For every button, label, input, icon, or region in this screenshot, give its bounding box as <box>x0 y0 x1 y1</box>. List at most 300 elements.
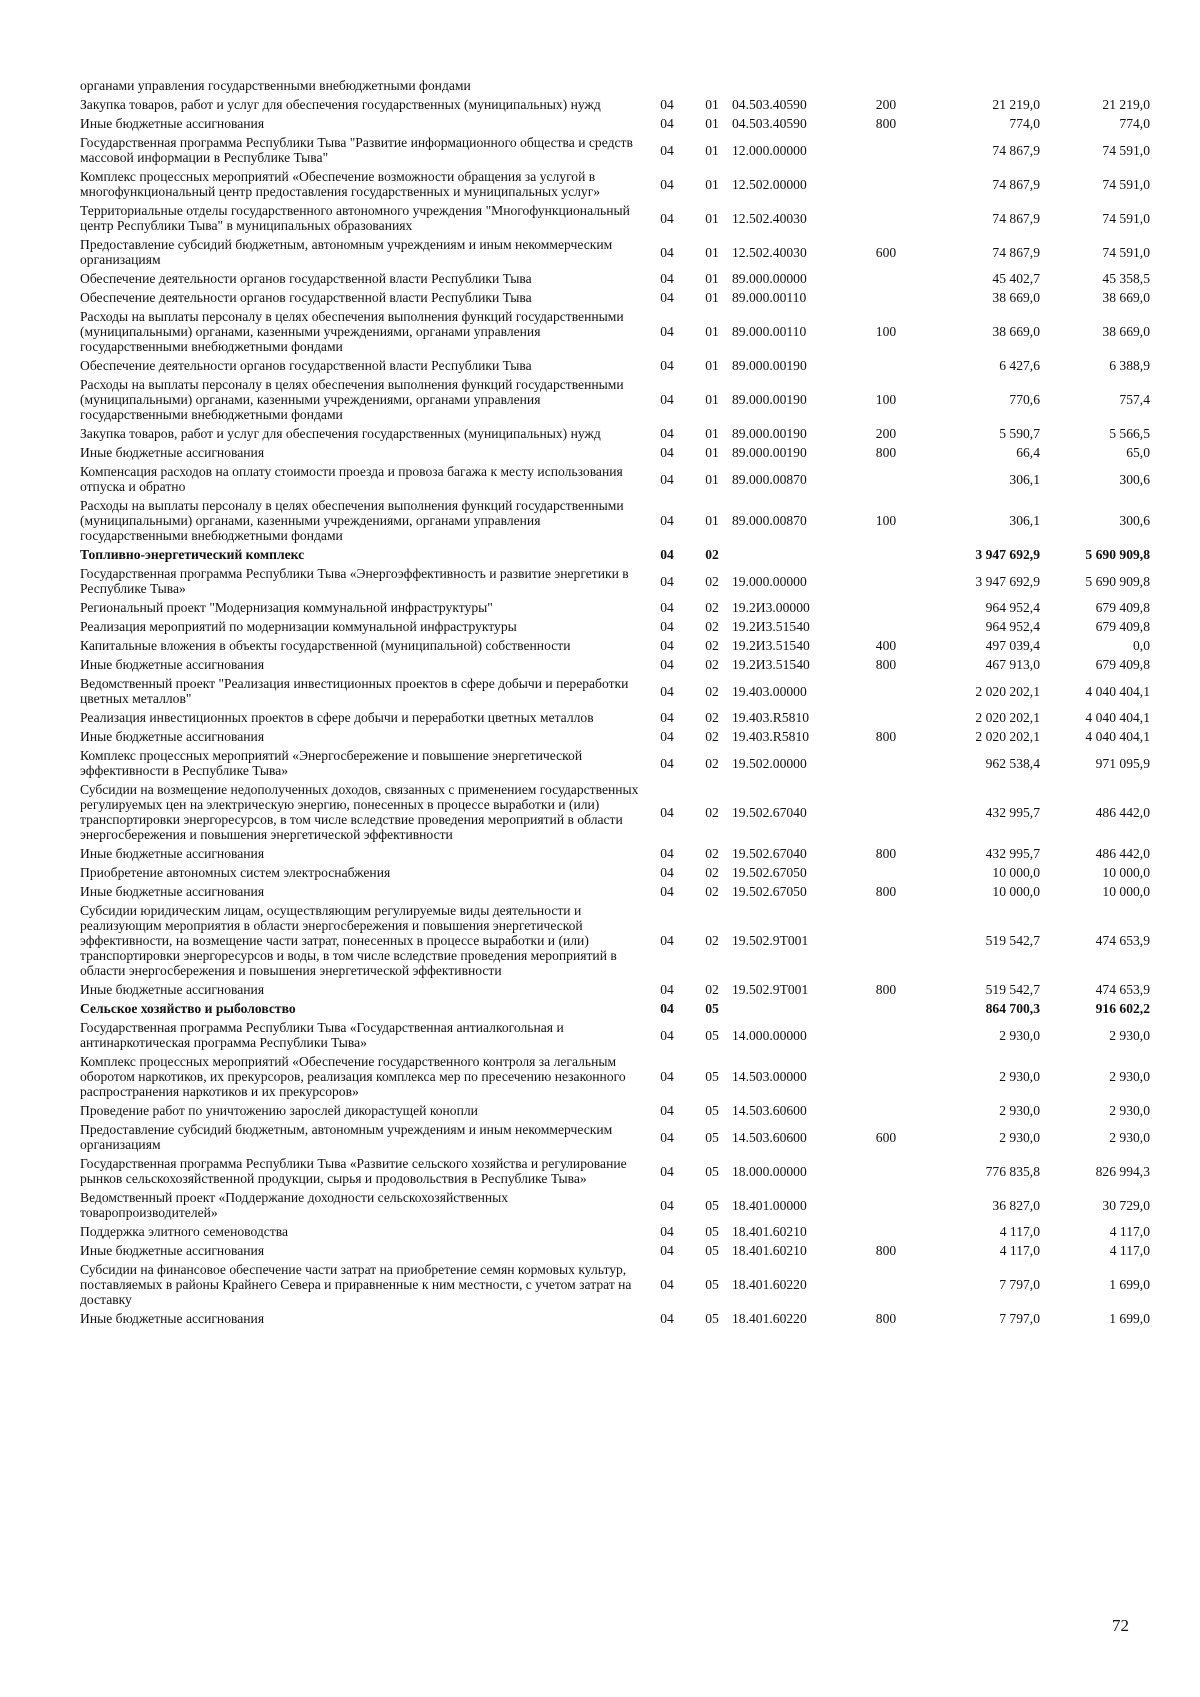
row-amount-year-1: 497 039,4 <box>985 638 1040 653</box>
row-section-code: 04 <box>660 1027 674 1043</box>
table-row <box>80 201 1150 235</box>
row-expense-type-code <box>850 617 922 636</box>
budget-document <box>80 76 1150 1328</box>
row-subsection-code: 02 <box>705 865 719 880</box>
table-row <box>80 1260 1150 1309</box>
row-subsection-code: 01 <box>705 471 719 487</box>
row-subsection-code: 05 <box>705 1197 719 1213</box>
row-amount-year-2: 10 000,0 <box>1102 884 1150 899</box>
row-name: Территориальные отделы государственного автономного учреждения "Многофункциональный центр Республики Тыва" в муниципальных образованиях <box>80 203 630 233</box>
row-name: Комплекс процессных мероприятий «Энергосбережение и повышение энергетической эффективности в Республике Тыва» <box>80 748 583 778</box>
row-section-code: 04 <box>660 600 674 615</box>
row-target-article-code: 04.503.40590 <box>732 97 807 112</box>
row-expense-type-code <box>850 598 922 617</box>
row-name: Топливно-энергетический комплекс <box>80 547 305 562</box>
row-target-article-code <box>732 545 850 564</box>
row-target-article-code: 12.502.40030 <box>732 210 807 226</box>
row-target-article-code: 19.502.67050 <box>732 884 807 899</box>
row-expense-type-code: 800 <box>875 445 897 460</box>
row-target-article-code: 18.401.00000 <box>732 1197 807 1213</box>
row-amount-year-2: 38 669,0 <box>1102 324 1150 339</box>
row-expense-type-code <box>850 1222 922 1241</box>
row-section-code: 04 <box>660 933 674 948</box>
table-row <box>80 443 1150 462</box>
row-name: Комплекс процессных мероприятий «Обеспечение государственного контроля за легальным оборотом наркотиков, их прекурсоров, реализация комплекса мер по пресечению незаконного распространения наркотиков и их прекурсоров» <box>80 1054 626 1099</box>
row-amount-year-2: 1 699,0 <box>1109 1311 1150 1326</box>
row-expense-type-code <box>850 999 922 1018</box>
row-expense-type-code <box>850 269 922 288</box>
row-amount-year-2: 971 095,9 <box>1095 755 1150 771</box>
row-expense-type-code <box>850 1018 922 1052</box>
row-expense-type-code: 800 <box>875 657 897 672</box>
row-subsection-code: 05 <box>705 1224 719 1239</box>
row-subsection-code: 02 <box>705 982 719 997</box>
table-row <box>80 617 1150 636</box>
row-subsection-code: 02 <box>705 547 719 562</box>
table-row <box>80 114 1150 133</box>
row-name: Иные бюджетные ассигнования <box>80 982 265 997</box>
row-name: Обеспечение деятельности органов государственной власти Республики Тыва <box>80 358 532 373</box>
row-section-code: 04 <box>660 210 674 226</box>
row-amount-year-2: 2 930,0 <box>1109 1129 1150 1145</box>
row-name: Предоставление субсидий бюджетным, автономным учреждениям и иным некоммерческим организациям <box>80 1122 613 1152</box>
row-section-code: 04 <box>660 619 674 634</box>
table-row <box>80 133 1150 167</box>
row-expense-type-code <box>850 76 922 95</box>
row-name: Поддержка элитного семеноводства <box>80 1224 289 1239</box>
row-amount-year-1: 432 995,7 <box>985 846 1040 861</box>
row-name: Иные бюджетные ассигнования <box>80 116 265 131</box>
row-amount-year-1: 21 219,0 <box>992 97 1040 112</box>
row-target-article-code: 19.502.67040 <box>732 804 807 820</box>
row-expense-type-code: 600 <box>875 244 897 260</box>
table-row <box>80 76 1150 95</box>
table-row <box>80 882 1150 901</box>
row-section-code: 04 <box>660 290 674 305</box>
row-target-article-code: 12.502.40030 <box>732 244 807 260</box>
row-section-code: 04 <box>660 392 674 407</box>
row-subsection-code: 05 <box>705 1103 719 1118</box>
row-subsection-code: 02 <box>705 657 719 672</box>
row-amount-year-1: 3 947 692,9 <box>975 573 1040 589</box>
row-expense-type-code <box>850 1188 922 1222</box>
row-target-article-code: 89.000.00870 <box>732 471 807 487</box>
row-subsection-code: 05 <box>705 1129 719 1145</box>
row-section-code: 04 <box>660 1197 674 1213</box>
row-amount-year-2: 757,4 <box>1119 392 1150 407</box>
row-subsection-code: 05 <box>705 1163 719 1179</box>
row-target-article-code: 89.000.00190 <box>732 392 807 407</box>
row-amount-year-1: 74 867,9 <box>992 210 1040 226</box>
row-expense-type-code: 800 <box>875 116 897 131</box>
row-amount-year-2: 679 409,8 <box>1095 619 1150 634</box>
row-amount-year-2: 5 690 909,8 <box>1085 547 1150 562</box>
row-name: Ведомственный проект "Реализация инвестиционных проектов в сфере добычи и переработки цветных металлов" <box>80 676 629 706</box>
row-amount-year-1: 432 995,7 <box>985 804 1040 820</box>
row-amount-year-2: 474 653,9 <box>1095 982 1150 997</box>
row-expense-type-code <box>850 780 922 844</box>
page-number: 72 <box>1112 1616 1129 1635</box>
budget-table <box>80 76 1150 1328</box>
row-amount-year-1: 964 952,4 <box>985 600 1040 615</box>
row-name: Иные бюджетные ассигнования <box>80 1243 265 1258</box>
row-name: Иные бюджетные ассигнования <box>80 729 265 744</box>
row-expense-type-code <box>850 674 922 708</box>
table-row <box>80 1052 1150 1101</box>
row-amount-year-1: 864 700,3 <box>985 1001 1040 1016</box>
row-target-article-code: 19.502.67040 <box>732 846 807 861</box>
row-amount-year-1: 45 402,7 <box>992 271 1040 286</box>
row-name: Субсидии юридическим лицам, осуществляющим регулируемые виды деятельности и реализующим мероприятия в области энергосбережения и повышения энергетической эффективности, на возмещение части затрат, понесенных в процессе выработки и (или) транспортировки энергоресурсов и воды, в том числе вследствие проведения мероприятий в области энергосбережения и повышения энергетической эффективности <box>80 903 617 978</box>
row-expense-type-code <box>850 167 922 201</box>
row-subsection-code: 01 <box>705 271 719 286</box>
row-name: Комплекс процессных мероприятий «Обеспечение возможности обращения за услугой в многофункциональный центр предоставления государственных и муниципальных услуг» <box>80 169 601 199</box>
row-target-article-code: 19.502.9Т001 <box>732 982 809 997</box>
row-name: Иные бюджетные ассигнования <box>80 846 265 861</box>
table-row <box>80 863 1150 882</box>
table-row <box>80 708 1150 727</box>
row-section-code: 04 <box>660 324 674 339</box>
table-row <box>80 307 1150 356</box>
table-row <box>80 95 1150 114</box>
row-subsection-code: 01 <box>705 142 719 158</box>
row-name: Иные бюджетные ассигнования <box>80 1311 265 1326</box>
row-amount-year-1: 776 835,8 <box>985 1163 1040 1179</box>
table-row <box>80 844 1150 863</box>
row-amount-year-1: 2 020 202,1 <box>975 710 1040 725</box>
row-amount-year-2: 4 040 404,1 <box>1085 729 1150 744</box>
table-row <box>80 167 1150 201</box>
row-name: Региональный проект "Модернизация коммунальной инфраструктуры" <box>80 600 493 615</box>
row-amount-year-2: 2 930,0 <box>1109 1069 1150 1084</box>
row-expense-type-code <box>850 201 922 235</box>
row-amount-year-1: 4 117,0 <box>999 1224 1040 1239</box>
row-subsection-code: 01 <box>705 392 719 407</box>
row-expense-type-code: 100 <box>875 324 897 339</box>
row-target-article-code: 89.000.00000 <box>732 271 807 286</box>
row-section-code: 04 <box>660 244 674 260</box>
row-subsection-code: 01 <box>705 116 719 131</box>
row-expense-type-code <box>850 1101 922 1120</box>
row-subsection-code: 01 <box>705 97 719 112</box>
row-expense-type-code: 800 <box>875 982 897 997</box>
table-row <box>80 564 1150 598</box>
row-section-code: 04 <box>660 729 674 744</box>
row-name: Предоставление субсидий бюджетным, автономным учреждениям и иным некоммерческим организациям <box>80 237 613 267</box>
row-amount-year-2: 2 930,0 <box>1109 1027 1150 1043</box>
row-section-code: 04 <box>660 1224 674 1239</box>
row-expense-type-code <box>850 288 922 307</box>
row-amount-year-2: 4 040 404,1 <box>1085 683 1150 699</box>
row-subsection-code: 05 <box>705 1069 719 1084</box>
row-expense-type-code: 200 <box>875 426 897 441</box>
row-amount-year-2: 774,0 <box>1119 116 1150 131</box>
row-expense-type-code <box>850 133 922 167</box>
row-section-code: 04 <box>660 445 674 460</box>
row-subsection-code: 02 <box>705 804 719 820</box>
row-section-code: 04 <box>660 755 674 771</box>
row-name: Расходы на выплаты персоналу в целях обеспечения выполнения функций государственными (муниципальными) органами, казенными учреждениями, органами управления государственными внебюджетными фондами <box>80 498 624 543</box>
row-section-code: 04 <box>660 846 674 861</box>
row-name: Субсидии на финансовое обеспечение части затрат на приобретение семян кормовых культур, поставляемых в районы Крайнего Севера и приравненные к ним местности, с учетом затрат на доставку <box>80 1262 632 1307</box>
row-name: Обеспечение деятельности органов государственной власти Республики Тыва <box>80 290 532 305</box>
row-name: Расходы на выплаты персоналу в целях обеспечения выполнения функций государственными (муниципальными) органами, казенными учреждениями, органами управления государственными внебюджетными фондами <box>80 309 624 354</box>
row-section-code: 04 <box>660 97 674 112</box>
row-amount-year-1: 36 827,0 <box>992 1197 1040 1213</box>
table-row <box>80 636 1150 655</box>
row-section-code: 04 <box>660 1069 674 1084</box>
row-name: органами управления государственными внебюджетными фондами <box>80 78 471 93</box>
row-target-article-code: 04.503.40590 <box>732 116 807 131</box>
row-target-article-code: 89.000.00190 <box>732 358 807 373</box>
row-section-code: 04 <box>660 657 674 672</box>
row-amount-year-2: 4 117,0 <box>1109 1243 1150 1258</box>
table-row <box>80 1018 1150 1052</box>
row-amount-year-2: 5 690 909,8 <box>1085 573 1150 589</box>
row-section-code: 04 <box>660 884 674 899</box>
row-amount-year-1: 38 669,0 <box>992 324 1040 339</box>
row-amount-year-2: 486 442,0 <box>1095 804 1150 820</box>
row-target-article-code <box>732 76 850 95</box>
row-name: Приобретение автономных систем электроснабжения <box>80 865 391 880</box>
row-target-article-code: 18.000.00000 <box>732 1163 807 1179</box>
row-section-code: 04 <box>660 804 674 820</box>
row-name: Государственная программа Республики Тыва «Энергоэффективность и развитие энергетики в Республике Тыва» <box>80 566 629 596</box>
table-row <box>80 598 1150 617</box>
row-expense-type-code: 600 <box>875 1129 897 1145</box>
row-amount-year-2: 2 930,0 <box>1109 1103 1150 1118</box>
row-target-article-code: 18.401.60220 <box>732 1277 807 1292</box>
row-amount-year-1: 519 542,7 <box>985 933 1040 948</box>
row-subsection-code: 02 <box>705 846 719 861</box>
row-target-article-code: 14.503.00000 <box>732 1069 807 1084</box>
row-amount-year-2: 74 591,0 <box>1102 142 1150 158</box>
row-subsection-code: 01 <box>705 210 719 226</box>
row-target-article-code <box>732 999 850 1018</box>
row-target-article-code: 19.2И3.51540 <box>732 638 810 653</box>
row-amount-year-1: 306,1 <box>1009 471 1040 487</box>
row-expense-type-code <box>850 1260 922 1309</box>
row-expense-type-code: 800 <box>875 884 897 899</box>
row-expense-type-code: 100 <box>875 513 897 528</box>
row-amount-year-2: 300,6 <box>1119 513 1150 528</box>
row-amount-year-1: 2 930,0 <box>999 1103 1040 1118</box>
row-name: Иные бюджетные ассигнования <box>80 657 265 672</box>
row-subsection-code <box>692 76 732 95</box>
row-expense-type-code: 400 <box>875 638 897 653</box>
row-subsection-code: 01 <box>705 324 719 339</box>
row-name: Ведомственный проект «Поддержание доходности сельскохозяйственных товаропроизводителей» <box>80 1190 509 1220</box>
table-row <box>80 999 1150 1018</box>
row-section-code: 04 <box>660 176 674 192</box>
row-expense-type-code <box>850 708 922 727</box>
row-section-code <box>642 76 692 95</box>
row-expense-type-code <box>850 564 922 598</box>
row-name: Субсидии на возмещение недополученных доходов, связанных с применением государственных регулируемых цен на электрическую энергию, понесенных в процессе выработки и (или) транспортировки энергоресурсов, в том числе вследствие проведения мероприятий в области энергосбережения и повышения энергетической эффективности <box>80 782 639 842</box>
row-amount-year-2: 1 699,0 <box>1109 1277 1150 1292</box>
table-row <box>80 655 1150 674</box>
row-amount-year-2: 0,0 <box>1133 638 1150 653</box>
row-amount-year-2: 6 388,9 <box>1109 358 1150 373</box>
row-subsection-code: 02 <box>705 729 719 744</box>
row-subsection-code: 02 <box>705 683 719 699</box>
row-section-code: 04 <box>660 683 674 699</box>
row-amount-year-1: 964 952,4 <box>985 619 1040 634</box>
table-row <box>80 901 1150 980</box>
row-section-code: 04 <box>660 471 674 487</box>
row-subsection-code: 02 <box>705 638 719 653</box>
table-row <box>80 356 1150 375</box>
row-target-article-code: 18.401.60210 <box>732 1243 807 1258</box>
table-row <box>80 1188 1150 1222</box>
row-subsection-code: 02 <box>705 933 719 948</box>
row-subsection-code: 05 <box>705 1277 719 1292</box>
row-section-code: 04 <box>660 710 674 725</box>
row-amount-year-1: 467 913,0 <box>985 657 1040 672</box>
row-expense-type-code: 800 <box>875 729 897 744</box>
row-amount-year-1: 7 797,0 <box>999 1277 1040 1292</box>
row-amount-year-1: 770,6 <box>1009 392 1040 407</box>
row-name: Государственная программа Республики Тыва «Развитие сельского хозяйства и регулирование рынков сельскохозяйственной продукции, сырья и продовольствия в Республике Тыва» <box>80 1156 627 1186</box>
row-section-code: 04 <box>660 638 674 653</box>
row-expense-type-code: 800 <box>875 846 897 861</box>
row-name: Государственная программа Республики Тыва «Государственная антиалкогольная и антинаркотическая программа Республики Тыва» <box>80 1020 564 1050</box>
row-amount-year-1: 3 947 692,9 <box>975 547 1040 562</box>
row-name: Закупка товаров, работ и услуг для обеспечения государственных (муниципальных) нужд <box>80 97 601 112</box>
row-expense-type-code <box>850 545 922 564</box>
row-target-article-code: 89.000.00190 <box>732 445 807 460</box>
row-section-code: 04 <box>660 1103 674 1118</box>
row-amount-year-2: 30 729,0 <box>1102 1197 1150 1213</box>
row-target-article-code: 19.403.R5810 <box>732 710 810 725</box>
row-subsection-code: 01 <box>705 176 719 192</box>
row-expense-type-code <box>850 1052 922 1101</box>
row-amount-year-2: 916 602,2 <box>1095 1001 1150 1016</box>
row-target-article-code: 14.503.60600 <box>732 1103 807 1118</box>
row-subsection-code: 01 <box>705 290 719 305</box>
row-subsection-code: 01 <box>705 513 719 528</box>
row-subsection-code: 01 <box>705 445 719 460</box>
row-target-article-code: 18.401.60220 <box>732 1311 807 1326</box>
table-row <box>80 375 1150 424</box>
row-name: Проведение работ по уничтожению зарослей дикорастущей конопли <box>80 1103 478 1118</box>
row-amount-year-1: 7 797,0 <box>999 1311 1040 1326</box>
row-subsection-code: 05 <box>705 1311 719 1326</box>
table-row <box>80 980 1150 999</box>
row-section-code: 04 <box>660 358 674 373</box>
table-row <box>80 288 1150 307</box>
row-expense-type-code: 800 <box>875 1243 897 1258</box>
row-amount-year-1 <box>922 76 1040 95</box>
row-target-article-code: 18.401.60210 <box>732 1224 807 1239</box>
row-amount-year-2: 4 040 404,1 <box>1085 710 1150 725</box>
row-amount-year-1: 10 000,0 <box>992 884 1040 899</box>
row-section-code: 04 <box>660 1129 674 1145</box>
row-expense-type-code <box>850 901 922 980</box>
row-name: Закупка товаров, работ и услуг для обеспечения государственных (муниципальных) нужд <box>80 426 601 441</box>
row-expense-type-code <box>850 1154 922 1188</box>
row-amount-year-2: 474 653,9 <box>1095 933 1150 948</box>
row-amount-year-1: 519 542,7 <box>985 982 1040 997</box>
table-row <box>80 462 1150 496</box>
table-row <box>80 545 1150 564</box>
row-expense-type-code <box>850 356 922 375</box>
row-expense-type-code <box>850 746 922 780</box>
row-amount-year-2: 486 442,0 <box>1095 846 1150 861</box>
row-amount-year-2: 65,0 <box>1126 445 1150 460</box>
row-amount-year-1: 2 930,0 <box>999 1069 1040 1084</box>
row-amount-year-1: 2 930,0 <box>999 1129 1040 1145</box>
row-amount-year-1: 38 669,0 <box>992 290 1040 305</box>
row-amount-year-1: 5 590,7 <box>999 426 1040 441</box>
row-name: Капитальные вложения в объекты государственной (муниципальной) собственности <box>80 638 571 653</box>
row-expense-type-code: 200 <box>875 97 897 112</box>
row-name: Компенсация расходов на оплату стоимости проезда и провоза багажа к месту использования отпуска и обратно <box>80 464 623 494</box>
table-row <box>80 780 1150 844</box>
row-name: Иные бюджетные ассигнования <box>80 445 265 460</box>
row-expense-type-code <box>850 863 922 882</box>
row-amount-year-2: 10 000,0 <box>1102 865 1150 880</box>
row-target-article-code: 19.403.00000 <box>732 683 807 699</box>
row-amount-year-1: 2 930,0 <box>999 1027 1040 1043</box>
row-section-code: 04 <box>660 547 674 562</box>
row-amount-year-2: 45 358,5 <box>1102 271 1150 286</box>
row-target-article-code: 19.2И3.00000 <box>732 600 810 615</box>
row-expense-type-code: 100 <box>875 392 897 407</box>
row-subsection-code: 05 <box>705 1243 719 1258</box>
row-subsection-code: 02 <box>705 710 719 725</box>
row-amount-year-1: 10 000,0 <box>992 865 1040 880</box>
row-subsection-code: 05 <box>705 1001 719 1016</box>
table-row <box>80 424 1150 443</box>
row-name: Государственная программа Республики Тыва "Развитие информационного общества и средств массовой информации в Республике Тыва" <box>80 135 633 165</box>
row-amount-year-2: 74 591,0 <box>1102 210 1150 226</box>
row-amount-year-1: 306,1 <box>1009 513 1040 528</box>
row-target-article-code: 89.000.00190 <box>732 426 807 441</box>
row-target-article-code: 89.000.00870 <box>732 513 807 528</box>
row-amount-year-1: 74 867,9 <box>992 244 1040 260</box>
row-section-code: 04 <box>660 426 674 441</box>
row-target-article-code: 14.000.00000 <box>732 1027 807 1043</box>
row-target-article-code: 19.000.00000 <box>732 573 807 589</box>
table-row <box>80 1101 1150 1120</box>
row-amount-year-1: 6 427,6 <box>999 358 1040 373</box>
row-amount-year-2: 38 669,0 <box>1102 290 1150 305</box>
row-target-article-code: 19.2И3.51540 <box>732 619 810 634</box>
row-name: Реализация мероприятий по модернизации коммунальной инфраструктуры <box>80 619 517 634</box>
row-subsection-code: 02 <box>705 600 719 615</box>
row-name: Расходы на выплаты персоналу в целях обеспечения выполнения функций государственными (муниципальными) органами, казенными учреждениями, органами управления государственными внебюджетными фондами <box>80 377 624 422</box>
row-amount-year-2: 74 591,0 <box>1102 176 1150 192</box>
row-section-code: 04 <box>660 271 674 286</box>
budget-table-body <box>80 76 1150 1328</box>
row-amount-year-1: 2 020 202,1 <box>975 729 1040 744</box>
row-section-code: 04 <box>660 142 674 158</box>
row-amount-year-2: 679 409,8 <box>1095 657 1150 672</box>
row-section-code: 04 <box>660 1311 674 1326</box>
row-amount-year-1: 74 867,9 <box>992 176 1040 192</box>
row-section-code: 04 <box>660 573 674 589</box>
row-target-article-code: 19.502.00000 <box>732 755 807 771</box>
table-row <box>80 1222 1150 1241</box>
row-subsection-code: 05 <box>705 1027 719 1043</box>
row-subsection-code: 02 <box>705 619 719 634</box>
row-target-article-code: 19.403.R5810 <box>732 729 810 744</box>
row-subsection-code: 01 <box>705 244 719 260</box>
row-section-code: 04 <box>660 982 674 997</box>
row-amount-year-1: 2 020 202,1 <box>975 683 1040 699</box>
row-amount-year-2: 21 219,0 <box>1102 97 1150 112</box>
